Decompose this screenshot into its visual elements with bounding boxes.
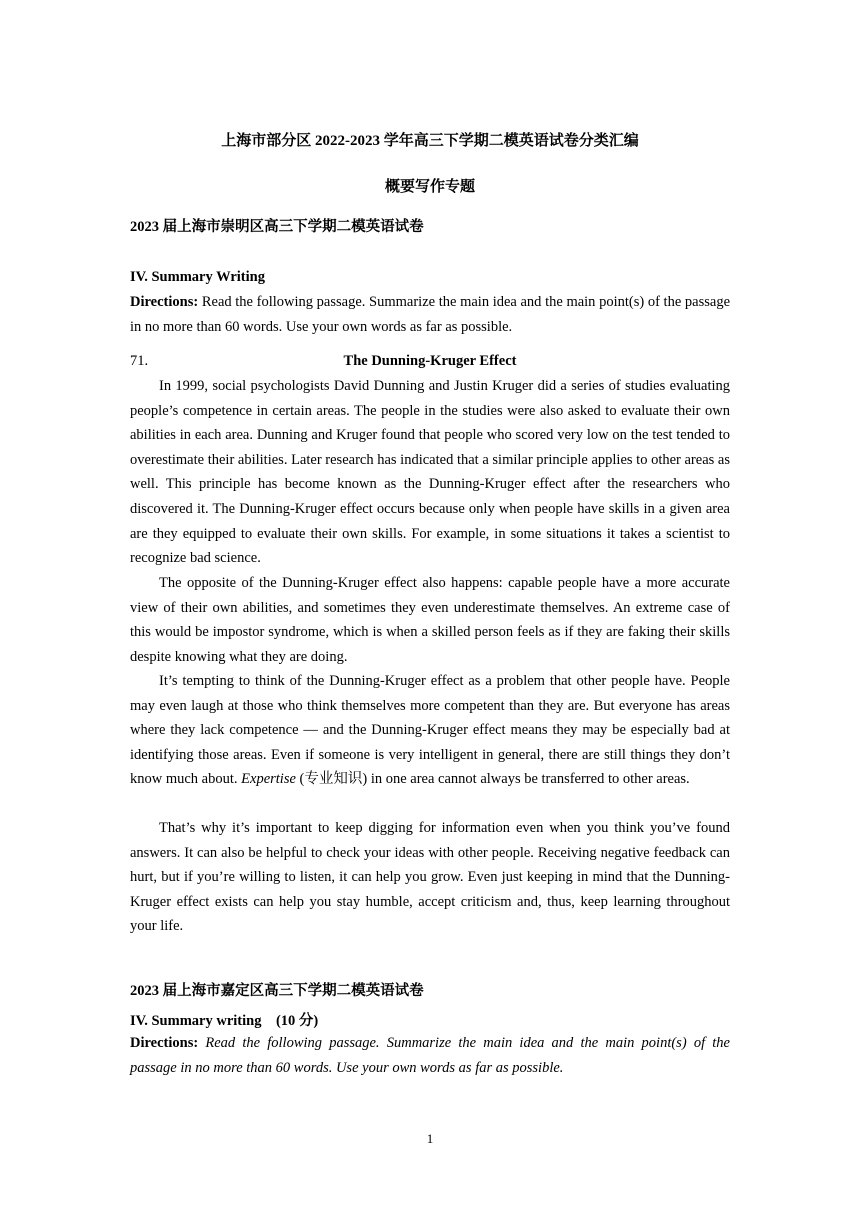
passage-paragraph-4: That’s why it’s important to keep digging for information even when you think you’ve found answers. It can also be helpful to check your ideas with other people. Receiving negative feedback can hurt, but if you’re willing to listen, it can help you grow. Even just keeping in mind that the Dunning-Kruger effect exists can help you stay humble, accept criticism and, thus, keep learning throughout your life. xyxy=(130,820,730,935)
passage-paragraph-2: The opposite of the Dunning-Kruger effect also happens: capable people have a more accurate view of their own abilities, and sometimes they even underestimate themselves. An extreme case of this would be impostor syndrome, which is when a skilled person feels as if they are faking their skills despite knowing what they are doing. xyxy=(130,575,730,665)
section1-exam-title: 2023 届上海市崇明区高三下学期二模英语试卷 xyxy=(130,219,424,235)
directions-text: Read the following passage. Summarize the main idea and the main point(s) of the passage in no more than 60 words. Use your own words as far as possible. xyxy=(130,294,730,335)
section2-directions xyxy=(130,1031,730,1080)
section1-part-title: IV. Summary Writing xyxy=(130,269,265,285)
directions-text-2: Read the following passage. Summarize the main idea and the main point(s) of the passage in no more than 60 words. Use your own words as far as possible. xyxy=(130,1035,730,1076)
paragraph-3-text-a: It’s tempting to think of the Dunning-Kruger effect as a problem that other people have. People may even laugh at those who think themselves more competent than they are. But everyone has areas where they lack competence — and the Dunning-Kruger effect means they may be especially bad at identifying those areas. Even if someone is very intelligent in general, there are still things they don’t know much about. xyxy=(130,673,730,788)
section2-exam-title: 2023 届上海市嘉定区高三下学期二模英语试卷 xyxy=(130,983,424,999)
section1-directions xyxy=(130,290,730,339)
document-title: 上海市部分区 2022-2023 学年高三下学期二模英语试卷分类汇编 xyxy=(221,133,639,149)
expertise-term: Expertise xyxy=(241,771,296,788)
page-number: 1 xyxy=(426,1131,434,1146)
paragraph-3-text-b: (专业知识) in one area cannot always be transferred to other areas. xyxy=(295,771,690,788)
directions-label: Directions: xyxy=(130,294,199,310)
passage-paragraph-3 xyxy=(130,669,730,792)
section2-part-title: IV. Summary writing (10 分) xyxy=(130,1013,319,1029)
passage-paragraph-1: In 1999, social psychologists David Dunning and Justin Kruger did a series of studies evaluating people’s competence in certain areas. The people in the studies were also asked to evaluate their own abilities in each area. Dunning and Kruger found that people who scored very low on the test tended to overestimate their abilities. Later research has indicated that a similar principle applies to other areas as well. This principle has become known as the Dunning-Kruger effect after the researchers who discovered it. The Dunning-Kruger effect occurs because only when people have skills in a given area are they equipped to evaluate their own skills. For example, in some situations it takes a scientist to recognize bad science. xyxy=(130,378,730,567)
passage-title: The Dunning-Kruger Effect xyxy=(343,353,517,369)
directions-label-2: Directions: xyxy=(130,1035,199,1051)
document-subtitle: 概要写作专题 xyxy=(384,179,475,195)
question-number: 71. xyxy=(130,353,149,369)
